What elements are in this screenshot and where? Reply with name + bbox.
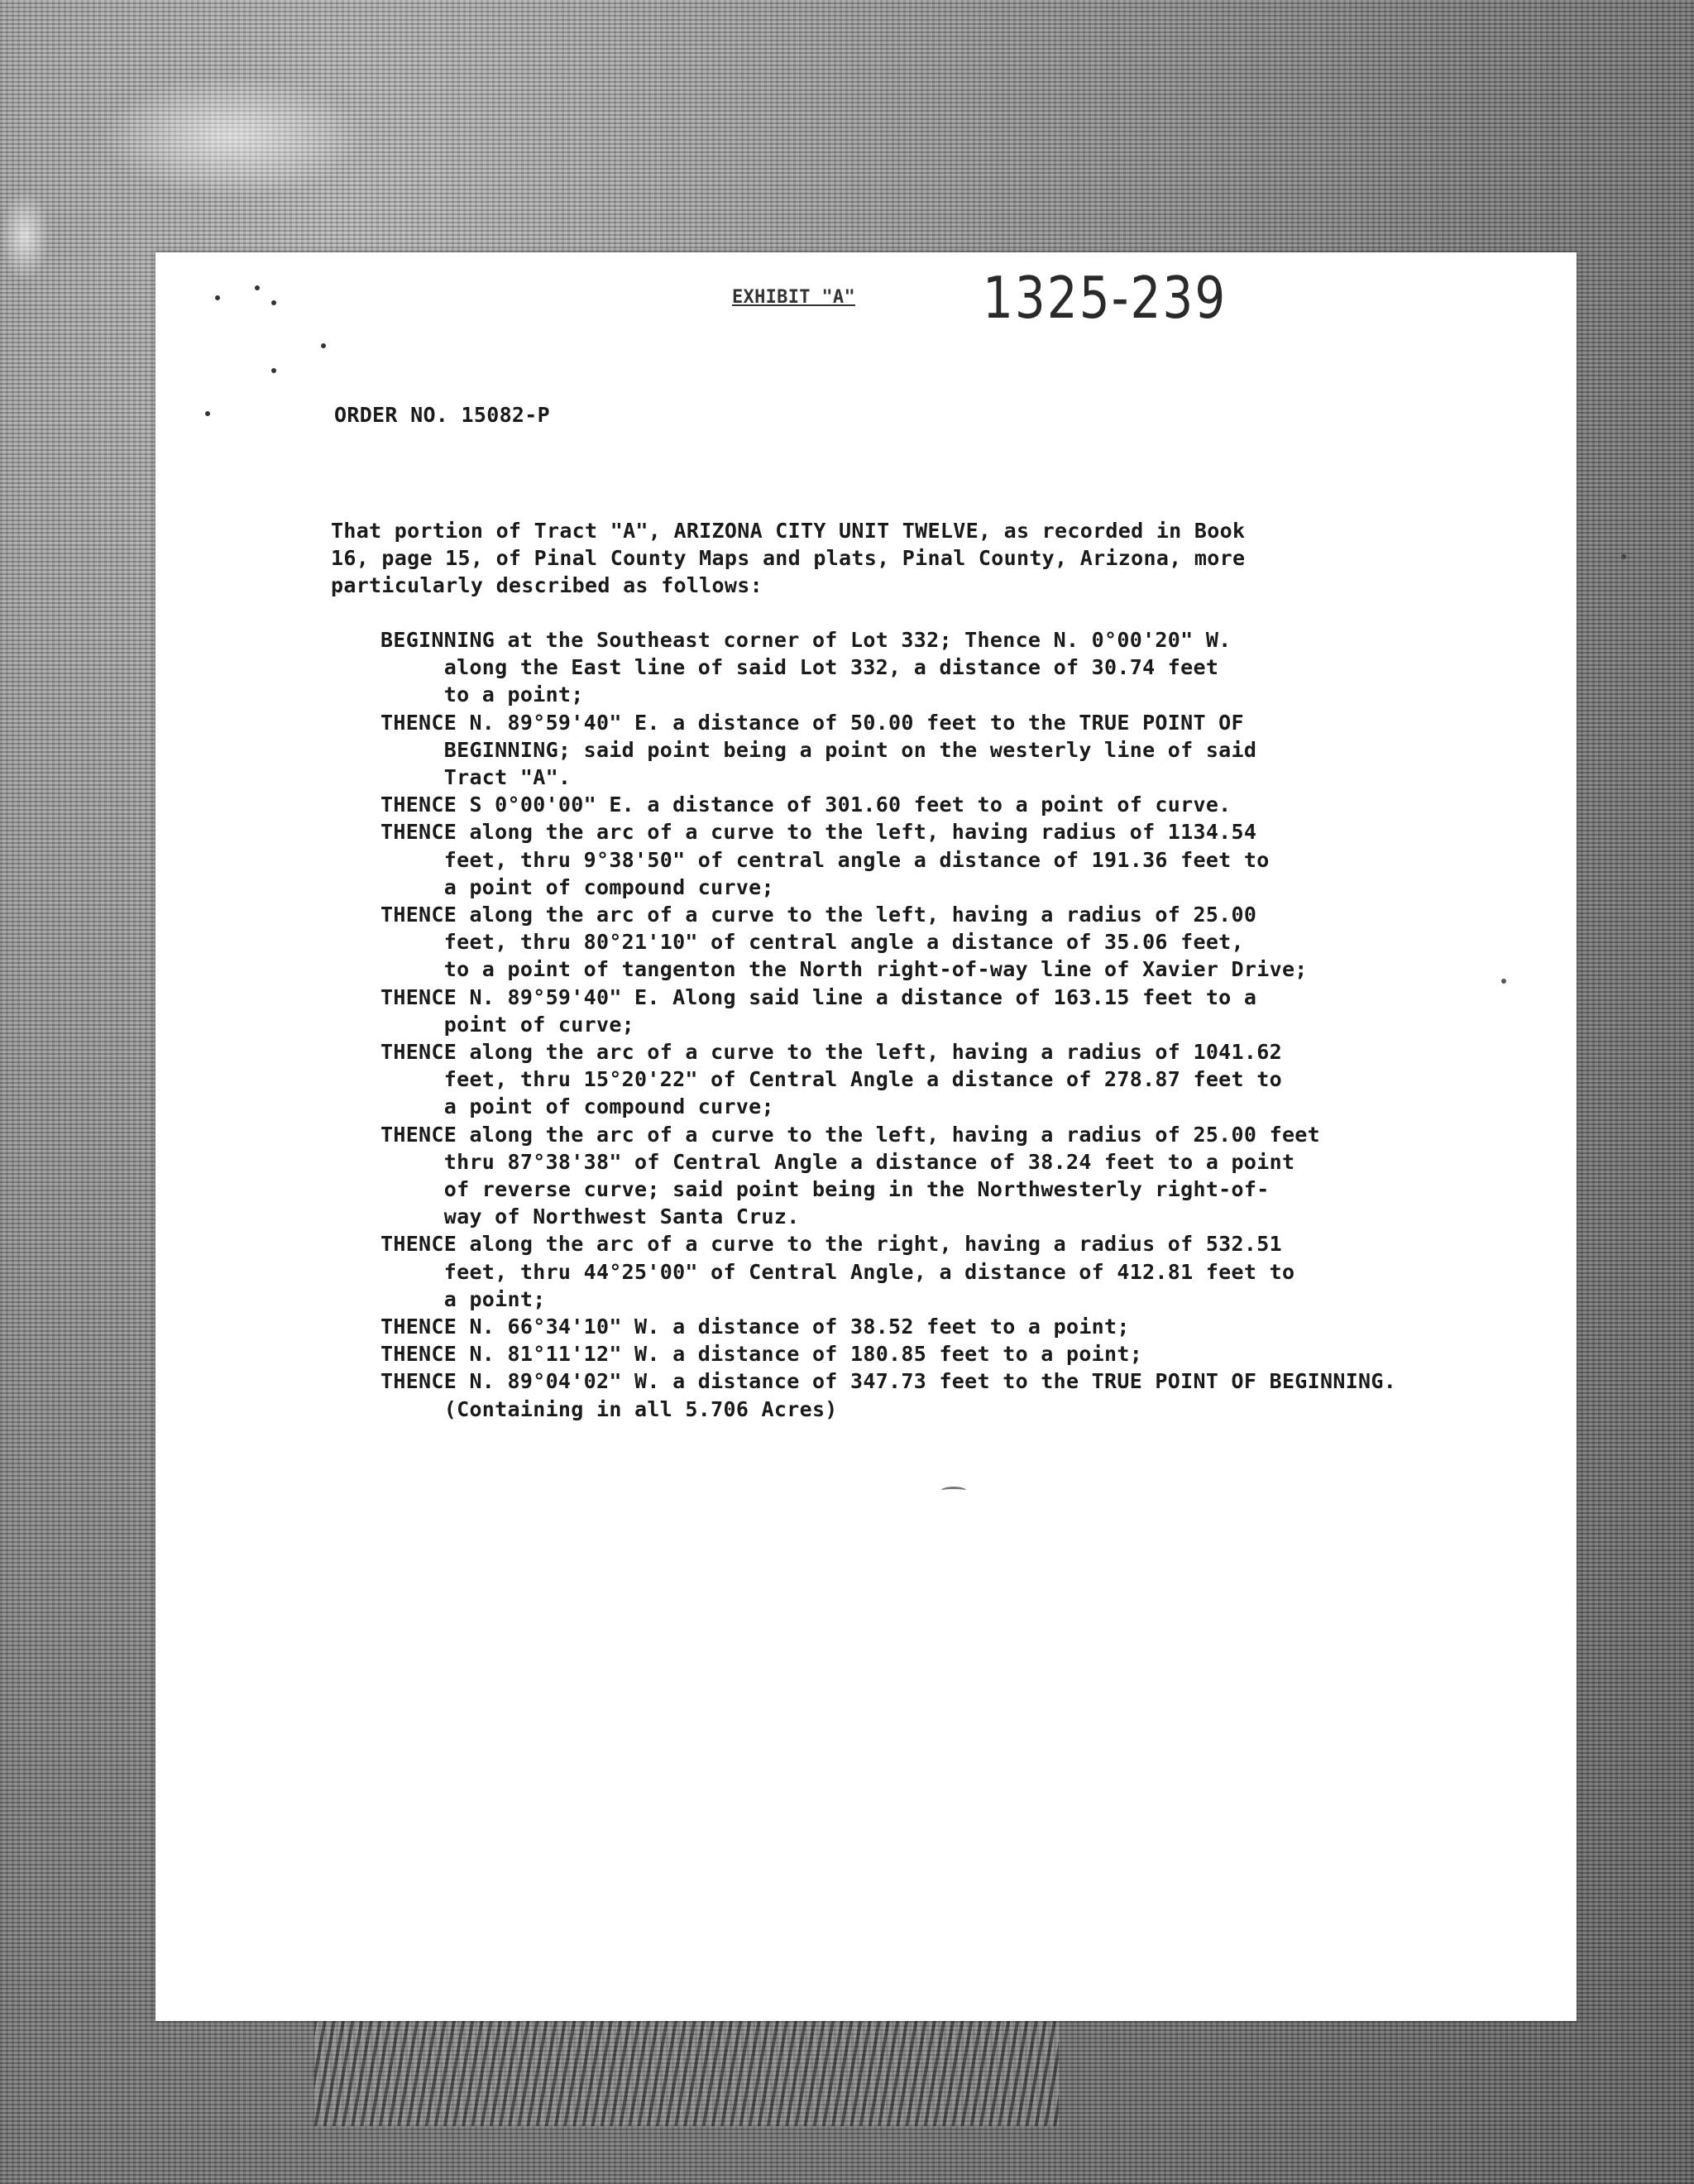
clause-line: way of Northwest Santa Cruz. — [380, 1205, 800, 1229]
scan-artifact — [314, 2019, 1059, 2126]
document-page — [156, 252, 1577, 2021]
clause-line: THENCE S 0°00'00" E. a distance of 301.60 feet to a point of curve. — [380, 793, 1232, 817]
intro-line: particularly described as follows: — [331, 573, 763, 597]
clause-line: a point; — [380, 1286, 546, 1311]
clause-line: THENCE N. 89°59'40" E. Along said line a distance of 163.15 feet to a — [380, 984, 1257, 1009]
scan-speck — [321, 343, 326, 348]
scan-speck — [1501, 979, 1506, 984]
scan-speck — [255, 285, 260, 290]
clause-line: THENCE N. 89°59'40" E. a distance of 50.00 feet to the TRUE POINT OF — [380, 710, 1244, 735]
order-number: ORDER NO. 15082-P — [334, 403, 550, 427]
clause-line: feet, thru 15°20'22" of Central Angle a distance of 278.87 feet to — [380, 1067, 1282, 1092]
clause-line: Tract "A". — [380, 765, 572, 790]
clause-line: BEGINNING; said point being a point on the westerly line of said — [380, 737, 1257, 762]
clause-line: THENCE N. 89°04'02" W. a distance of 347.73 feet to the TRUE POINT OF BEGINNING. — [380, 1369, 1397, 1394]
clause-line: of reverse curve; said point being in the Northwesterly right-of- — [380, 1177, 1270, 1202]
clause-line: BEGINNING at the Southeast corner of Lot 332; Thence N. 0°00'20" W. — [380, 628, 1232, 652]
intro-line: 16, page 15, of Pinal County Maps and plats, Pinal County, Arizona, more — [331, 546, 1246, 570]
intro-line: That portion of Tract "A", ARIZONA CITY UNIT TWELVE, as recorded in Book — [331, 519, 1246, 543]
clause-line: feet, thru 80°21'10" of central angle a distance of 35.06 feet, — [380, 930, 1244, 955]
clause-line: THENCE N. 81°11'12" W. a distance of 180.85 feet to a point; — [380, 1342, 1143, 1367]
scan-artifact — [0, 190, 50, 281]
scan-speck — [271, 300, 276, 305]
scan-artifact — [99, 74, 364, 199]
clause-line: THENCE along the arc of a curve to the left, having radius of 1134.54 — [380, 820, 1257, 845]
clause-line: a point of compound curve; — [380, 874, 774, 899]
scan-speck — [205, 411, 210, 416]
clause-line: THENCE along the arc of a curve to the right, having a radius of 532.51 — [380, 1232, 1282, 1257]
clause-line: to a point; — [380, 682, 584, 707]
clause-line: feet, thru 9°38'50" of central angle a distance of 191.36 feet to — [380, 847, 1270, 872]
scan-speck — [215, 295, 220, 300]
clause-line: THENCE N. 66°34'10" W. a distance of 38.52 feet to a point; — [380, 1315, 1130, 1339]
scan-mark — [941, 1487, 966, 1494]
clause-line: along the East line of said Lot 332, a distance of 30.74 feet — [380, 655, 1219, 680]
scan-speck — [271, 368, 276, 373]
clause-line: THENCE along the arc of a curve to the left, having a radius of 25.00 — [380, 903, 1257, 927]
clause-line: to a point of tangenton the North right-of-way line of Xavier Drive; — [380, 957, 1308, 982]
clause-line: THENCE along the arc of a curve to the left, having a radius of 25.00 feet — [380, 1122, 1320, 1147]
legal-description-clauses — [380, 626, 1396, 1423]
clause-line: thru 87°38'38" of Central Angle a distance of 38.24 feet to a point — [380, 1149, 1295, 1174]
clause-line: feet, thru 44°25'00" of Central Angle, a distance of 412.81 feet to — [380, 1259, 1295, 1284]
clause-line: a point of compound curve; — [380, 1094, 774, 1119]
clause-line: point of curve; — [380, 1012, 635, 1037]
handwritten-doc-number: 1325-239 — [983, 264, 1227, 332]
clause-line: THENCE along the arc of a curve to the left, having a radius of 1041.62 — [380, 1040, 1282, 1065]
exhibit-title: EXHIBIT "A" — [732, 287, 855, 308]
clause-line: (Containing in all 5.706 Acres) — [380, 1396, 838, 1421]
intro-paragraph — [331, 517, 1245, 599]
scan-speck — [1621, 554, 1626, 559]
